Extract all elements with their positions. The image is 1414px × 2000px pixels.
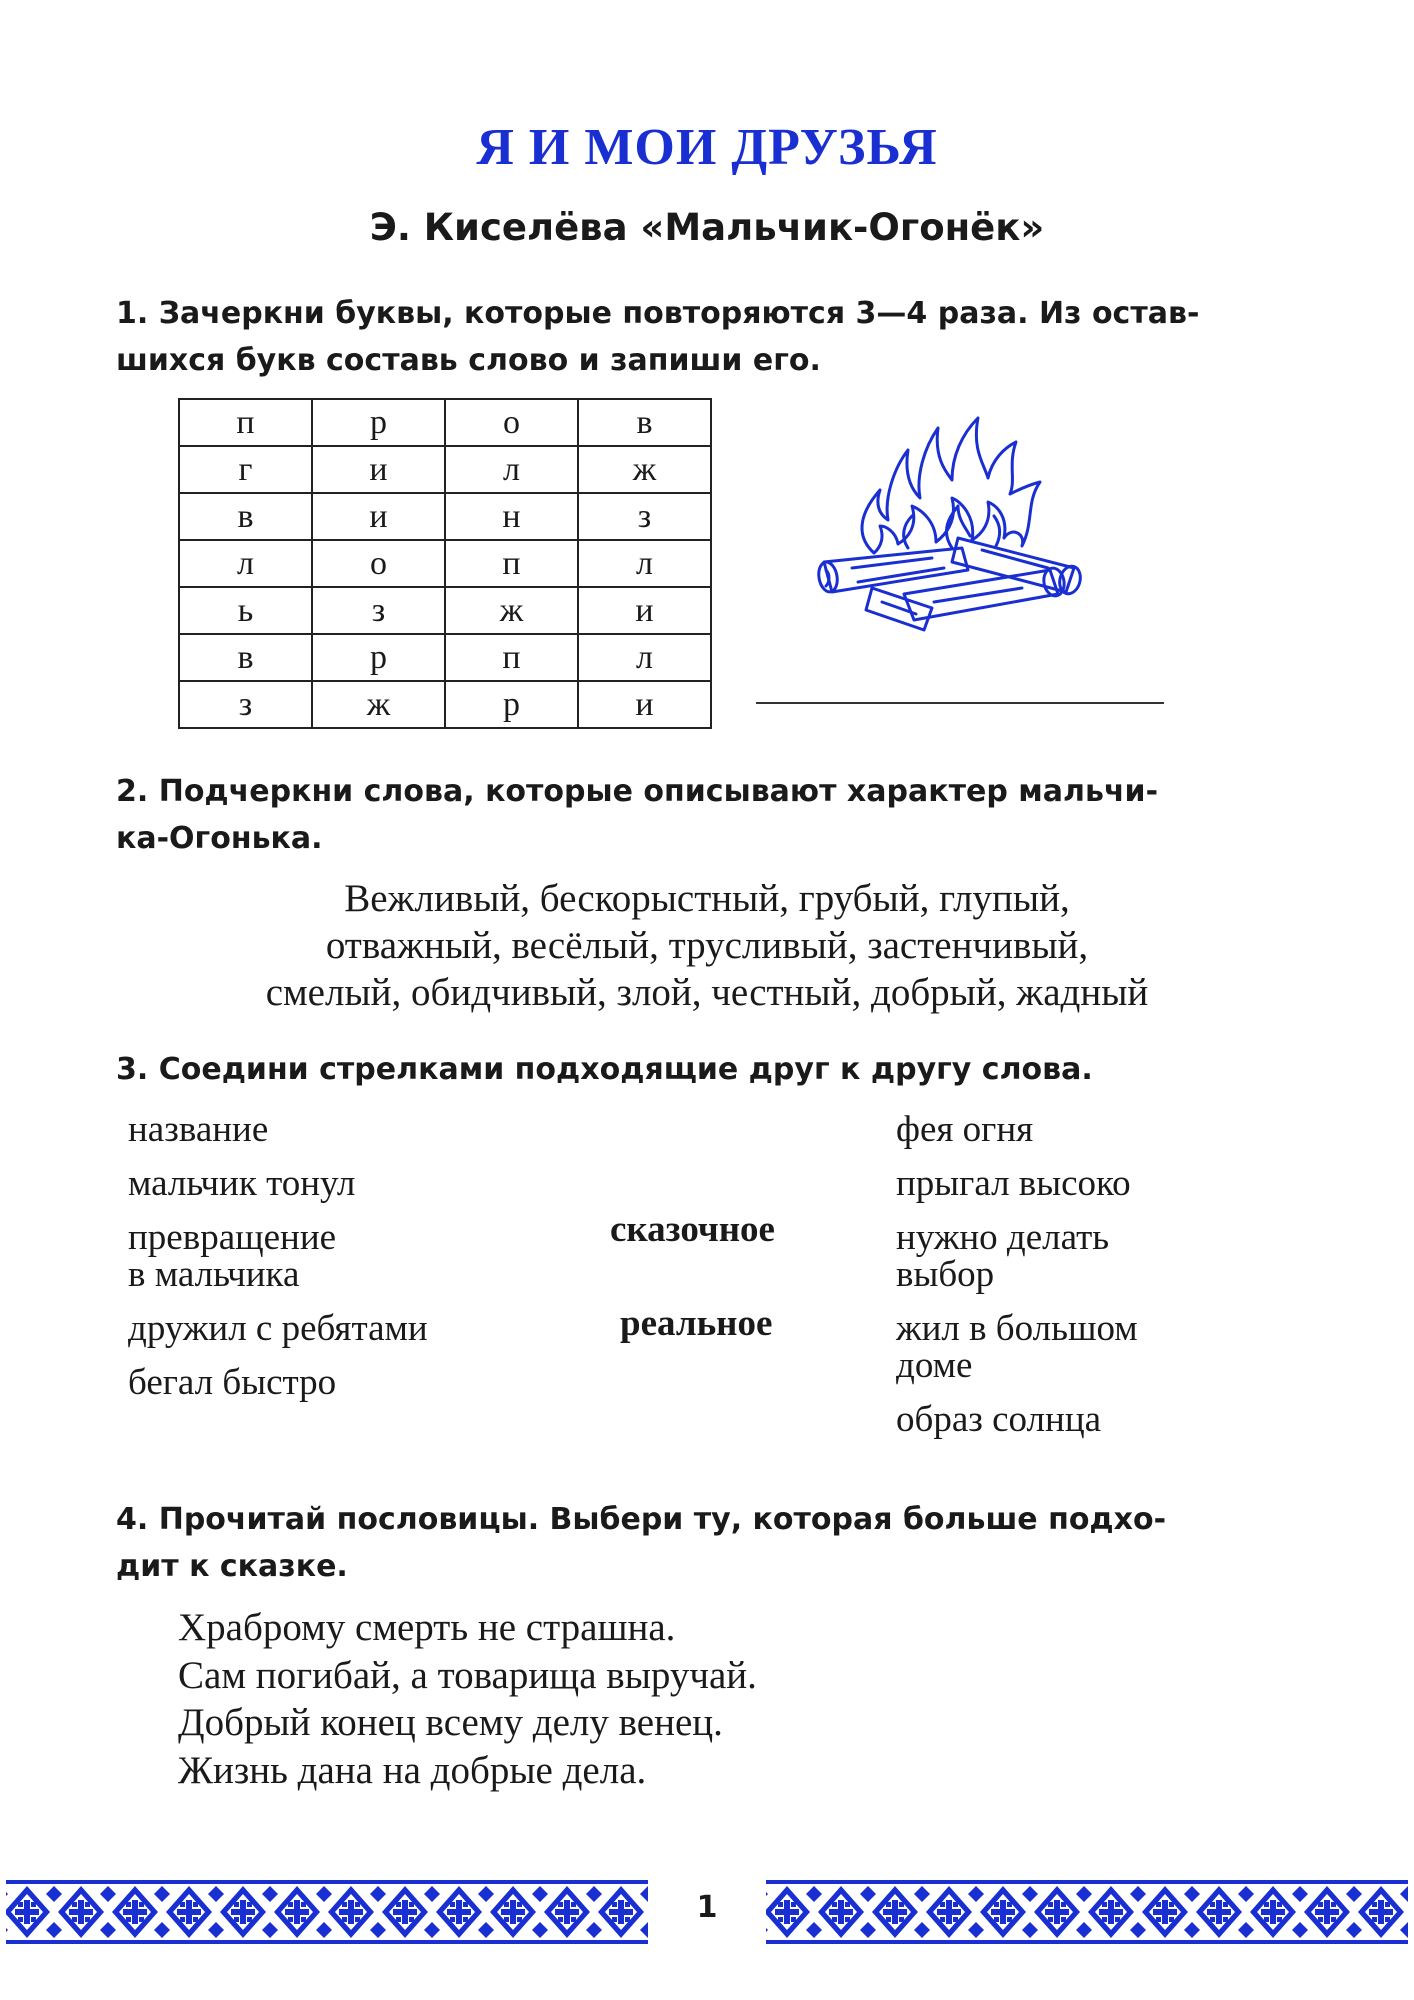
letter-cell[interactable]: в [179,493,312,540]
letter-cell[interactable]: и [312,446,445,493]
proverb[interactable]: Сам погибай, а товарища выручай. [178,1653,757,1697]
proverbs-list [178,1604,757,1794]
right-item[interactable]: прыгал высоко [896,1163,1131,1204]
letters-table [178,398,712,729]
task-4-instruction [116,1496,1246,1590]
left-item[interactable]: бегал быстро [128,1362,337,1403]
center-word-fairy[interactable]: сказочное [610,1209,775,1250]
letter-cell[interactable]: л [578,634,711,681]
right-item[interactable]: нужно делать [896,1217,1110,1258]
table-row [179,540,711,587]
right-item[interactable]: фея огня [896,1109,1034,1150]
task-4-line: 4. Прочитай пословицы. Выбери ту, которая больше подхо- [116,1502,1167,1537]
left-column [128,1108,428,1404]
letter-cell[interactable]: н [445,493,578,540]
letter-cell[interactable]: о [445,399,578,446]
letter-cell[interactable]: з [179,681,312,728]
table-row [179,399,711,446]
task-1-instruction [116,290,1246,384]
letter-cell[interactable]: г [179,446,312,493]
left-item[interactable]: превращение [128,1217,337,1258]
right-item[interactable]: жил в большом [896,1308,1138,1349]
task-2-instruction [116,768,1246,862]
ornament-left [0,1880,654,1944]
right-item[interactable]: образ солнца [896,1399,1102,1440]
table-row [179,587,711,634]
page-number: 1 [696,1890,718,1925]
answer-line[interactable] [756,702,1164,704]
letter-cell[interactable]: ж [578,446,711,493]
table-row [179,634,711,681]
letter-cell[interactable]: и [578,587,711,634]
letter-cell[interactable]: и [578,681,711,728]
letter-cell[interactable]: о [312,540,445,587]
left-item[interactable]: мальчик тонул [128,1163,356,1204]
left-item[interactable]: название [128,1109,269,1150]
letter-cell[interactable]: з [578,493,711,540]
letter-cell[interactable]: р [312,634,445,681]
letter-cell[interactable]: ь [179,587,312,634]
task-1-line: 1. Зачеркни буквы, которые повторяются 3—4 раза. Из остав- [116,296,1200,331]
ornament-right [760,1880,1414,1944]
left-item[interactable]: в мальчика [128,1254,300,1295]
table-row [179,493,711,540]
chapter-title: Я И МОИ ДРУЗЬЯ [476,119,938,176]
right-item[interactable]: доме [896,1345,973,1386]
letter-cell[interactable]: л [179,540,312,587]
table-row [179,446,711,493]
words-line[interactable]: Вежливый, бескорыстный, грубый, глупый, [344,877,1070,920]
task-1-line: шихся букв составь слово и запиши его. [116,343,821,378]
task-4-line: дит к сказке. [116,1549,348,1584]
words-line[interactable]: смелый, обидчивый, злой, честный, добрый, жадный [265,971,1149,1014]
letter-cell[interactable]: п [179,399,312,446]
letter-cell[interactable]: п [445,634,578,681]
words-line[interactable]: отважный, весёлый, трусливый, застенчивый, [325,924,1089,967]
letter-cell[interactable]: в [179,634,312,681]
letter-cell[interactable]: п [445,540,578,587]
left-item[interactable]: дружил с ребятами [128,1308,428,1349]
center-word-real[interactable]: реальное [620,1303,773,1344]
letter-cell[interactable]: и [312,493,445,540]
proverb[interactable]: Жизнь дана на добрые дела. [178,1748,647,1792]
campfire-icon [812,398,1094,646]
letter-cell[interactable]: л [445,446,578,493]
task-2-line: 2. Подчеркни слова, которые описывают характер мальчи- [116,774,1159,809]
letter-cell[interactable]: в [578,399,711,446]
letter-cell[interactable]: з [312,587,445,634]
task-2-line: ка-Огонька. [116,821,323,856]
letter-cell[interactable]: ж [445,587,578,634]
proverb[interactable]: Храброму смерть не страшна. [178,1606,676,1649]
letter-cell[interactable]: р [445,681,578,728]
letter-cell[interactable]: л [578,540,711,587]
right-item[interactable]: выбор [896,1254,995,1295]
character-words [0,875,1414,1016]
task-3-instruction [116,1046,1246,1093]
right-column [896,1108,1138,1441]
letter-cell[interactable]: р [312,399,445,446]
letter-cell[interactable]: ж [312,681,445,728]
proverb[interactable]: Добрый конец всему делу венец. [178,1701,723,1744]
task-3-line: 3. Соедини стрелками подходящие друг к другу слова. [116,1052,1093,1087]
story-title: Э. Киселёва «Мальчик-Огонёк» [369,206,1045,249]
table-row [179,681,711,728]
